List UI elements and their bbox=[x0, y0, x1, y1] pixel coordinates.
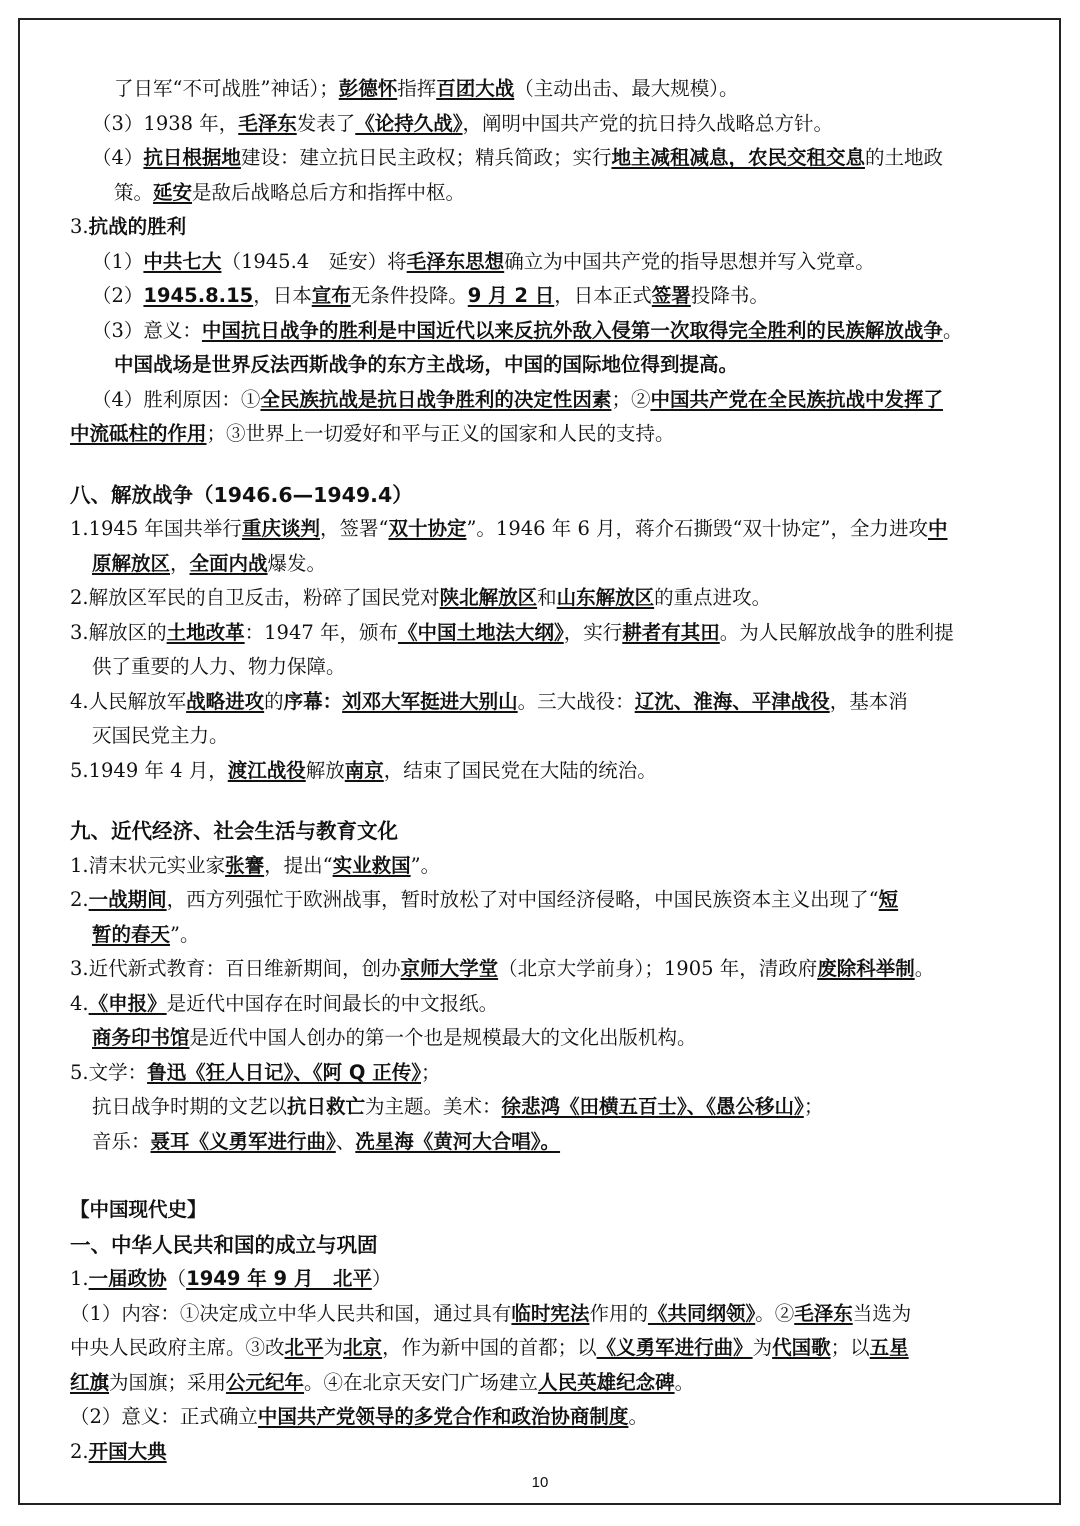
text-segment: 作用的 bbox=[589, 1301, 648, 1325]
key-term: 陕北解放区 bbox=[439, 586, 538, 609]
text-segment: ，提出“ bbox=[264, 853, 333, 877]
key-term: 开国大典 bbox=[88, 1439, 167, 1463]
text-segment: 。 bbox=[674, 1370, 695, 1394]
text-line bbox=[70, 883, 1020, 918]
text-line bbox=[70, 1125, 1020, 1160]
key-term: 张謇 bbox=[225, 853, 265, 877]
key-term: 商务印书馆 bbox=[92, 1026, 190, 1049]
text-line bbox=[70, 987, 1020, 1022]
key-term: 中 bbox=[928, 517, 948, 540]
key-term: 渡江战役 bbox=[227, 758, 306, 782]
text-segment: 为 bbox=[752, 1336, 773, 1359]
text-segment: 的重点进攻。 bbox=[654, 586, 772, 609]
section-heading bbox=[70, 478, 1020, 513]
text-segment: （4）胜利原因：① bbox=[92, 387, 261, 411]
page-number: 10 bbox=[531, 1474, 549, 1491]
text-line bbox=[70, 107, 1020, 142]
key-term: 废除科举制 bbox=[817, 957, 915, 980]
text-segment: （2） bbox=[92, 284, 144, 307]
text-line bbox=[70, 72, 1020, 107]
text-segment: 。② bbox=[755, 1301, 795, 1325]
text-line bbox=[70, 176, 1020, 211]
key-term: 刘邓大军挺进大别山 bbox=[342, 689, 518, 713]
key-term: 毛泽东思想 bbox=[406, 249, 505, 273]
text-line bbox=[70, 1090, 1020, 1125]
spacer bbox=[70, 1159, 1020, 1193]
bold-text: 序幕： bbox=[283, 689, 343, 713]
text-segment: ， bbox=[170, 551, 190, 575]
text-line bbox=[70, 417, 1020, 452]
text-segment: ； bbox=[803, 1095, 824, 1118]
text-segment: 为国旗；采用 bbox=[109, 1370, 227, 1394]
text-segment: 解放 bbox=[305, 758, 345, 782]
text-segment: ； bbox=[421, 1060, 441, 1084]
text-segment: 当选为 bbox=[852, 1301, 912, 1325]
key-term: 耕者有其田 bbox=[622, 620, 720, 644]
text-segment: ，签署“ bbox=[319, 517, 389, 540]
text-segment: ，结束了国民党在大陆的统治。 bbox=[383, 758, 657, 782]
key-term: 原解放区 bbox=[92, 551, 171, 575]
text-segment: ，基本消 bbox=[829, 689, 908, 713]
key-term: 土地改革 bbox=[166, 620, 245, 644]
key-term: 毛泽东 bbox=[238, 111, 297, 135]
text-segment: 爆发。 bbox=[267, 551, 327, 575]
text-segment: 1.清末状元实业家 bbox=[70, 853, 226, 877]
key-term: 冼星海《黄河大合唱》。 bbox=[355, 1129, 561, 1153]
text-segment: ，日本正式 bbox=[554, 284, 652, 307]
key-term: 毛泽东 bbox=[794, 1301, 853, 1325]
text-line bbox=[70, 547, 1020, 582]
text-segment: ，日本 bbox=[253, 284, 312, 307]
text-segment: 投降书。 bbox=[690, 284, 769, 307]
text-segment: （1945.4 延安）将 bbox=[221, 249, 407, 273]
text-segment: 了日军“不可战胜”神话）； bbox=[114, 77, 339, 100]
text-line bbox=[70, 314, 1020, 349]
text-line bbox=[70, 1021, 1020, 1056]
text-line bbox=[70, 141, 1020, 176]
text-line bbox=[70, 1193, 1020, 1228]
text-line bbox=[70, 512, 1020, 547]
text-line bbox=[70, 754, 1020, 789]
text-line bbox=[70, 1435, 1020, 1470]
text-segment: 无条件投降。 bbox=[350, 284, 468, 307]
text-segment: 灭国民党主力。 bbox=[92, 724, 229, 747]
key-term: 一届政协 bbox=[88, 1267, 167, 1290]
key-term: 实业救国 bbox=[332, 853, 411, 877]
text-line bbox=[70, 685, 1020, 720]
key-term: 宣布 bbox=[311, 284, 351, 307]
key-term: 全面内战 bbox=[189, 551, 268, 575]
text-segment: 4. bbox=[70, 991, 89, 1015]
text-line bbox=[70, 348, 1020, 383]
text-segment: 和 bbox=[537, 586, 557, 609]
text-segment: ：1947 年，颁布 bbox=[244, 620, 398, 644]
key-term: 短 bbox=[878, 888, 899, 911]
text-segment: ，西方列强忙于欧洲战事，暂时放松了对中国经济侵略，中国民族资本主义出现了“ bbox=[166, 888, 879, 911]
text-segment: ；以 bbox=[830, 1336, 870, 1359]
key-term: 山东解放区 bbox=[556, 586, 655, 609]
text-line bbox=[70, 1400, 1020, 1435]
text-segment: （3）1938 年， bbox=[92, 111, 239, 135]
text-segment: 确立为中国共产党的指导思想并写入党章。 bbox=[504, 249, 875, 273]
text-segment: 。 bbox=[914, 957, 935, 980]
text-line bbox=[70, 952, 1020, 987]
text-segment: 供了重要的人力、物力保障。 bbox=[92, 655, 346, 678]
text-segment: 。 bbox=[942, 318, 963, 342]
text-segment: 2.解放区军民的自卫反击，粉碎了国民党对 bbox=[70, 586, 440, 609]
text-segment: ，阐明中国共产党的抗日持久战略总方针。 bbox=[462, 111, 834, 135]
text-line bbox=[70, 210, 1020, 245]
key-term: 战略进攻 bbox=[186, 689, 265, 713]
key-term: 北平 bbox=[284, 1336, 324, 1359]
text-segment: 为 bbox=[323, 1336, 344, 1359]
key-term: 延安 bbox=[153, 180, 193, 204]
bold-text: 抗战的胜利 bbox=[88, 215, 187, 238]
text-segment: 的土地政 bbox=[864, 146, 943, 169]
key-term: 人民英雄纪念碑 bbox=[538, 1370, 675, 1394]
key-term: 中国抗日战争的胜利是中国近代以来反抗外敌入侵第一次取得完全胜利的民族解放战争 bbox=[201, 318, 943, 342]
key-term: 彭德怀 bbox=[338, 77, 398, 100]
text-line bbox=[70, 279, 1020, 314]
key-term: 公元纪年 bbox=[226, 1370, 305, 1394]
text-segment: 。三大战役： bbox=[517, 689, 635, 713]
text-segment: 2. bbox=[70, 888, 89, 911]
key-term: 中共七大 bbox=[143, 249, 222, 273]
text-segment: 1. bbox=[70, 1267, 89, 1290]
key-term: 临时宪法 bbox=[511, 1301, 590, 1325]
key-term: 徐悲鸿《田横五百士》、《愚公移山》 bbox=[501, 1095, 804, 1118]
key-term: 南京 bbox=[344, 758, 384, 782]
text-segment: 。④在北京天安门广场建立 bbox=[304, 1370, 539, 1394]
text-segment: 音乐： bbox=[92, 1129, 151, 1153]
spacer bbox=[70, 788, 1020, 814]
text-segment: 建设：建立抗日民主政权；精兵简政；实行 bbox=[240, 146, 612, 169]
text-segment: 是敌后战略总后方和指挥中枢。 bbox=[192, 180, 466, 204]
key-term: 暂的春天 bbox=[92, 922, 171, 946]
key-term: 双十协定 bbox=[388, 517, 467, 540]
text-line bbox=[70, 616, 1020, 651]
text-segment: 是近代中国存在时间最长的中文报纸。 bbox=[166, 991, 499, 1015]
bold-text: 中国战场是世界反法西斯战争的东方主战场，中国的国际地位得到提高。 bbox=[114, 353, 739, 376]
key-term: 红旗 bbox=[70, 1370, 110, 1394]
key-term: 签署 bbox=[651, 284, 691, 307]
text-segment: （2）意义：正式确立 bbox=[70, 1405, 258, 1428]
bold-text: 【中国现代史】 bbox=[70, 1198, 207, 1221]
text-segment: 一、中华人民共和国的成立与巩固 bbox=[70, 1232, 378, 1257]
text-segment: 策。 bbox=[114, 180, 154, 204]
text-segment: 九、近代经济、社会生活与教育文化 bbox=[70, 819, 398, 843]
text-line bbox=[70, 383, 1020, 418]
text-segment: （1） bbox=[92, 249, 144, 273]
key-term: 辽沈、淮海、平津战役 bbox=[634, 689, 830, 713]
text-line bbox=[70, 1366, 1020, 1401]
text-segment: 、 bbox=[335, 1129, 356, 1153]
text-segment: 八、解放战争（1946.6—1949.4） bbox=[70, 482, 413, 507]
key-term: 《共同纲领》 bbox=[647, 1301, 756, 1325]
text-segment: 。 bbox=[628, 1405, 648, 1428]
text-line bbox=[70, 650, 1020, 685]
key-term: 《论持久战》 bbox=[355, 111, 463, 135]
text-segment: ”。 bbox=[170, 922, 200, 946]
key-term: 抗日根据地 bbox=[143, 146, 241, 169]
text-segment: ） bbox=[371, 1267, 392, 1290]
text-line bbox=[70, 1297, 1020, 1332]
section-heading bbox=[70, 814, 1020, 849]
key-term: 《中国土地法大纲》 bbox=[397, 620, 564, 644]
key-term: 《义勇军进行曲》 bbox=[596, 1336, 753, 1359]
key-term: 中国共产党领导的多党合作和政治协商制度 bbox=[257, 1405, 629, 1428]
text-segment: （ bbox=[166, 1267, 187, 1290]
key-term: 9 月 2 日 bbox=[467, 284, 555, 307]
text-segment: （北京大学前身）；1905 年，清政府 bbox=[498, 957, 818, 980]
spacer bbox=[70, 452, 1020, 478]
text-line bbox=[70, 1056, 1020, 1091]
text-segment: 是近代中国人创办的第一个也是规模最大的文化出版机构。 bbox=[189, 1026, 697, 1049]
text-segment: 。为人民解放战争的胜利提 bbox=[719, 620, 954, 644]
text-segment: ，实行 bbox=[563, 620, 623, 644]
text-segment: （1）内容：①决定成立中华人民共和国，通过具有 bbox=[70, 1301, 512, 1325]
text-segment: 1.1945 年国共举行 bbox=[70, 517, 242, 540]
text-segment: 5.1949 年 4 月， bbox=[70, 758, 228, 782]
text-segment: 发表了 bbox=[296, 111, 356, 135]
key-term: 代国歌 bbox=[772, 1336, 831, 1359]
text-segment: ”。 bbox=[410, 853, 441, 877]
document-body bbox=[70, 72, 1020, 1469]
text-line bbox=[70, 1262, 1020, 1297]
text-segment: 3. bbox=[70, 215, 89, 238]
text-segment: 抗日战争时期的文艺以 bbox=[92, 1095, 288, 1118]
key-term: 中流砥柱的作用 bbox=[70, 422, 207, 445]
text-segment: 中央人民政府主席。③改 bbox=[70, 1336, 285, 1359]
text-line bbox=[70, 581, 1020, 616]
key-term: 1949 年 9 月 北平 bbox=[186, 1267, 372, 1290]
text-line bbox=[70, 1331, 1020, 1366]
text-segment: 为主题。美术： bbox=[365, 1095, 502, 1118]
text-line bbox=[70, 918, 1020, 953]
section-heading bbox=[70, 1228, 1020, 1263]
key-term: 地主减租减息，农民交租交息 bbox=[611, 146, 865, 169]
text-line bbox=[70, 245, 1020, 280]
text-line bbox=[70, 849, 1020, 884]
text-segment: 5.文学： bbox=[70, 1060, 148, 1084]
text-segment: 3.近代新式教育：百日维新期间，创办 bbox=[70, 957, 401, 980]
text-segment: ；② bbox=[611, 387, 651, 411]
text-segment: 4.人民解放军 bbox=[70, 689, 187, 713]
key-term: 聂耳《义勇军进行曲》 bbox=[150, 1129, 336, 1153]
key-term: 京师大学堂 bbox=[400, 957, 499, 980]
key-term: 《申报》 bbox=[88, 991, 167, 1015]
text-segment: （4） bbox=[92, 146, 144, 169]
text-segment: ”。1946 年 6 月，蒋介石撕毁“双十协定”，全力进攻 bbox=[466, 517, 928, 540]
key-term: 全民族抗战是抗日战争胜利的决定性因素 bbox=[260, 387, 612, 411]
text-segment: ；③世界上一切爱好和平与正义的国家和人民的支持。 bbox=[206, 422, 675, 445]
key-term: 中国共产党在全民族抗战中发挥了 bbox=[650, 387, 943, 411]
key-term: 1945.8.15 bbox=[143, 284, 254, 307]
bold-text: 抗日救亡 bbox=[287, 1095, 366, 1118]
text-segment: （3）意义： bbox=[92, 318, 202, 342]
key-term: 百团大战 bbox=[436, 77, 515, 100]
key-term: 鲁迅《狂人日记》、《阿 Q 正传》 bbox=[147, 1060, 422, 1084]
key-term: 重庆谈判 bbox=[241, 517, 320, 540]
key-term: 北京 bbox=[343, 1336, 383, 1359]
text-segment: 2. bbox=[70, 1439, 89, 1463]
text-segment: 的 bbox=[264, 689, 284, 713]
key-term: 五星 bbox=[869, 1336, 909, 1359]
key-term: 一战期间 bbox=[88, 888, 167, 911]
text-line bbox=[70, 719, 1020, 754]
text-segment: ，作为新中国的首都；以 bbox=[382, 1336, 597, 1359]
text-segment: 指挥 bbox=[397, 77, 437, 100]
text-segment: （主动出击、最大规模）。 bbox=[514, 77, 739, 100]
text-segment: 3.解放区的 bbox=[70, 620, 167, 644]
